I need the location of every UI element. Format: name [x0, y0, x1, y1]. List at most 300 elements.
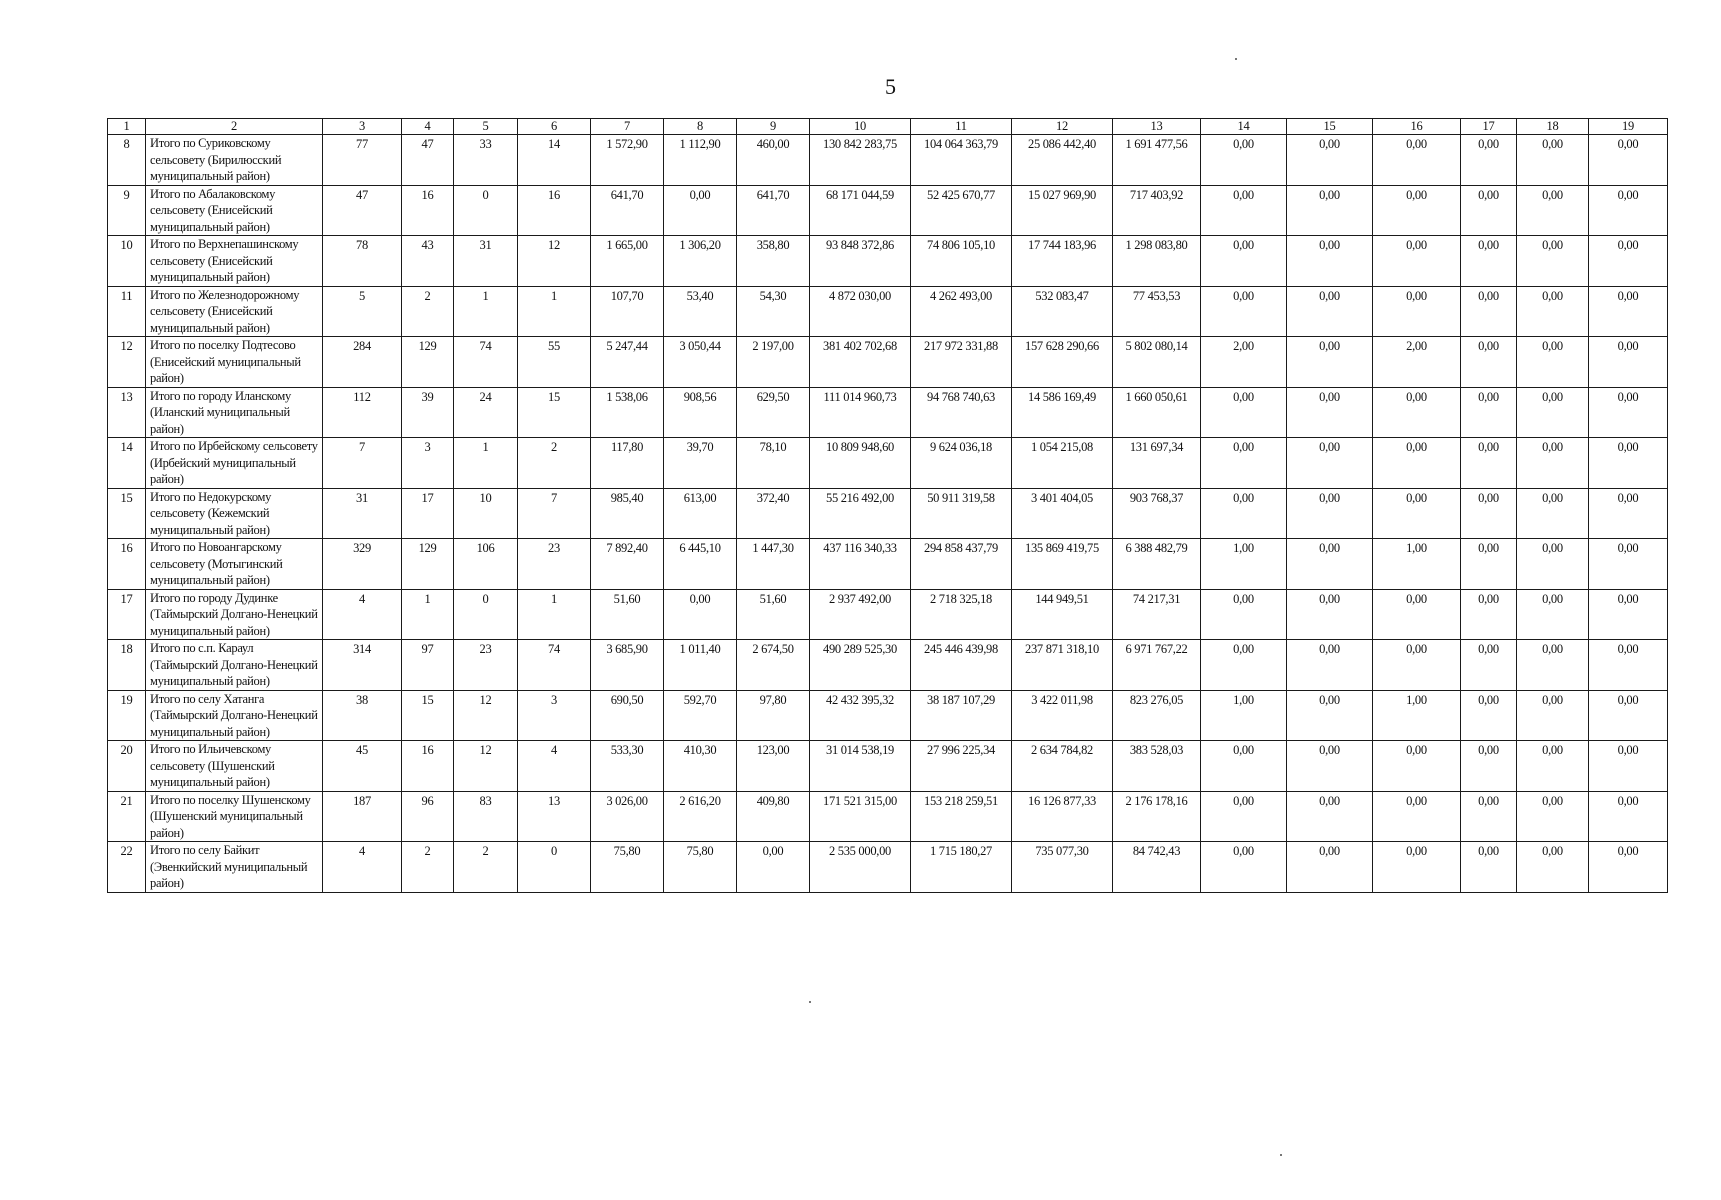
value-cell-col-16: 0,00 — [1373, 387, 1461, 438]
value-cell-col-9: 358,80 — [737, 236, 810, 287]
value-cell-col-9: 51,60 — [737, 589, 810, 640]
value-cell-col-18: 0,00 — [1517, 741, 1589, 792]
value-cell-col-11: 50 911 319,58 — [911, 488, 1012, 539]
value-cell-col-19: 0,00 — [1589, 337, 1668, 388]
value-cell-col-11: 1 715 180,27 — [911, 842, 1012, 893]
value-cell-col-18: 0,00 — [1517, 135, 1589, 186]
settlement-name-cell: Итого по Железнодорожному сельсовету (Енисейский муниципальный район) — [146, 286, 323, 337]
column-header-17: 17 — [1461, 119, 1517, 135]
value-cell-col-6: 23 — [518, 539, 591, 590]
value-cell-col-10: 130 842 283,75 — [810, 135, 911, 186]
value-cell-col-11: 74 806 105,10 — [911, 236, 1012, 287]
value-cell-col-19: 0,00 — [1589, 185, 1668, 236]
settlement-name-cell: Итого по Верхнепашинскому сельсовету (Енисейский муниципальный район) — [146, 236, 323, 287]
value-cell-col-8: 613,00 — [664, 488, 737, 539]
header-row — [108, 119, 1668, 135]
row-number-cell: 13 — [108, 387, 146, 438]
value-cell-col-12: 25 086 442,40 — [1012, 135, 1113, 186]
value-cell-col-16: 1,00 — [1373, 690, 1461, 741]
value-cell-col-13: 1 691 477,56 — [1113, 135, 1201, 186]
column-header-13: 13 — [1113, 119, 1201, 135]
value-cell-col-18: 0,00 — [1517, 387, 1589, 438]
value-cell-col-13: 1 298 083,80 — [1113, 236, 1201, 287]
value-cell-col-14: 0,00 — [1201, 640, 1287, 691]
value-cell-col-14: 0,00 — [1201, 741, 1287, 792]
value-cell-col-8: 908,56 — [664, 387, 737, 438]
value-cell-col-19: 0,00 — [1589, 539, 1668, 590]
value-cell-col-8: 2 616,20 — [664, 791, 737, 842]
value-cell-col-8: 1 306,20 — [664, 236, 737, 287]
value-cell-col-4: 16 — [402, 185, 454, 236]
value-cell-col-18: 0,00 — [1517, 185, 1589, 236]
value-cell-col-6: 1 — [518, 286, 591, 337]
value-cell-col-5: 106 — [454, 539, 518, 590]
value-cell-col-13: 6 971 767,22 — [1113, 640, 1201, 691]
value-cell-col-9: 1 447,30 — [737, 539, 810, 590]
value-cell-col-5: 10 — [454, 488, 518, 539]
value-cell-col-11: 245 446 439,98 — [911, 640, 1012, 691]
value-cell-col-17: 0,00 — [1461, 690, 1517, 741]
value-cell-col-15: 0,00 — [1287, 539, 1373, 590]
value-cell-col-7: 690,50 — [591, 690, 664, 741]
value-cell-col-17: 0,00 — [1461, 286, 1517, 337]
value-cell-col-7: 533,30 — [591, 741, 664, 792]
table-row — [108, 337, 1668, 388]
value-cell-col-17: 0,00 — [1461, 640, 1517, 691]
value-cell-col-9: 641,70 — [737, 185, 810, 236]
value-cell-col-3: 284 — [323, 337, 402, 388]
value-cell-col-8: 75,80 — [664, 842, 737, 893]
value-cell-col-18: 0,00 — [1517, 236, 1589, 287]
value-cell-col-16: 0,00 — [1373, 438, 1461, 489]
value-cell-col-19: 0,00 — [1589, 488, 1668, 539]
value-cell-col-13: 823 276,05 — [1113, 690, 1201, 741]
value-cell-col-18: 0,00 — [1517, 286, 1589, 337]
value-cell-col-16: 0,00 — [1373, 640, 1461, 691]
value-cell-col-17: 0,00 — [1461, 236, 1517, 287]
value-cell-col-7: 117,80 — [591, 438, 664, 489]
value-cell-col-18: 0,00 — [1517, 337, 1589, 388]
value-cell-col-4: 2 — [402, 842, 454, 893]
value-cell-col-14: 1,00 — [1201, 690, 1287, 741]
settlement-name-cell: Итого по Ильичевскому сельсовету (Шушенский муниципальный район) — [146, 741, 323, 792]
table-row — [108, 135, 1668, 186]
value-cell-col-6: 1 — [518, 589, 591, 640]
value-cell-col-7: 3 026,00 — [591, 791, 664, 842]
value-cell-col-15: 0,00 — [1287, 488, 1373, 539]
value-cell-col-3: 112 — [323, 387, 402, 438]
value-cell-col-9: 2 674,50 — [737, 640, 810, 691]
value-cell-col-12: 17 744 183,96 — [1012, 236, 1113, 287]
value-cell-col-9: 0,00 — [737, 842, 810, 893]
value-cell-col-11: 4 262 493,00 — [911, 286, 1012, 337]
settlement-name-cell: Итого по Суриковскому сельсовету (Бирилюсский муниципальный район) — [146, 135, 323, 186]
value-cell-col-13: 717 403,92 — [1113, 185, 1201, 236]
column-header-19: 19 — [1589, 119, 1668, 135]
value-cell-col-15: 0,00 — [1287, 791, 1373, 842]
table-row — [108, 842, 1668, 893]
value-cell-col-17: 0,00 — [1461, 387, 1517, 438]
row-number-cell: 14 — [108, 438, 146, 489]
value-cell-col-8: 53,40 — [664, 286, 737, 337]
row-number-cell: 11 — [108, 286, 146, 337]
row-number-cell: 20 — [108, 741, 146, 792]
value-cell-col-15: 0,00 — [1287, 185, 1373, 236]
column-header-9: 9 — [737, 119, 810, 135]
value-cell-col-13: 131 697,34 — [1113, 438, 1201, 489]
value-cell-col-13: 77 453,53 — [1113, 286, 1201, 337]
table-row — [108, 741, 1668, 792]
value-cell-col-19: 0,00 — [1589, 640, 1668, 691]
value-cell-col-11: 27 996 225,34 — [911, 741, 1012, 792]
value-cell-col-6: 13 — [518, 791, 591, 842]
value-cell-col-16: 0,00 — [1373, 842, 1461, 893]
value-cell-col-12: 2 634 784,82 — [1012, 741, 1113, 792]
value-cell-col-8: 0,00 — [664, 589, 737, 640]
value-cell-col-10: 381 402 702,68 — [810, 337, 911, 388]
value-cell-col-3: 187 — [323, 791, 402, 842]
value-cell-col-18: 0,00 — [1517, 539, 1589, 590]
column-header-7: 7 — [591, 119, 664, 135]
row-number-cell: 22 — [108, 842, 146, 893]
row-number-cell: 18 — [108, 640, 146, 691]
value-cell-col-12: 144 949,51 — [1012, 589, 1113, 640]
value-cell-col-15: 0,00 — [1287, 236, 1373, 287]
value-cell-col-15: 0,00 — [1287, 842, 1373, 893]
value-cell-col-5: 0 — [454, 589, 518, 640]
table-row — [108, 236, 1668, 287]
value-cell-col-10: 2 535 000,00 — [810, 842, 911, 893]
value-cell-col-12: 157 628 290,66 — [1012, 337, 1113, 388]
value-cell-col-7: 5 247,44 — [591, 337, 664, 388]
value-cell-col-8: 1 011,40 — [664, 640, 737, 691]
value-cell-col-13: 74 217,31 — [1113, 589, 1201, 640]
value-cell-col-11: 217 972 331,88 — [911, 337, 1012, 388]
settlement-name-cell: Итого по поселку Шушенскому (Шушенский муниципальный район) — [146, 791, 323, 842]
value-cell-col-10: 55 216 492,00 — [810, 488, 911, 539]
value-cell-col-10: 31 014 538,19 — [810, 741, 911, 792]
value-cell-col-16: 1,00 — [1373, 539, 1461, 590]
value-cell-col-19: 0,00 — [1589, 791, 1668, 842]
value-cell-col-10: 42 432 395,32 — [810, 690, 911, 741]
value-cell-col-7: 641,70 — [591, 185, 664, 236]
value-cell-col-4: 3 — [402, 438, 454, 489]
value-cell-col-3: 314 — [323, 640, 402, 691]
value-cell-col-11: 38 187 107,29 — [911, 690, 1012, 741]
column-header-8: 8 — [664, 119, 737, 135]
value-cell-col-8: 39,70 — [664, 438, 737, 489]
value-cell-col-4: 96 — [402, 791, 454, 842]
value-cell-col-14: 0,00 — [1201, 488, 1287, 539]
column-header-11: 11 — [911, 119, 1012, 135]
value-cell-col-4: 17 — [402, 488, 454, 539]
page-number: 5 — [885, 74, 896, 99]
column-header-5: 5 — [454, 119, 518, 135]
value-cell-col-4: 129 — [402, 539, 454, 590]
value-cell-col-3: 31 — [323, 488, 402, 539]
value-cell-col-4: 39 — [402, 387, 454, 438]
value-cell-col-12: 735 077,30 — [1012, 842, 1113, 893]
table-row — [108, 589, 1668, 640]
value-cell-col-14: 2,00 — [1201, 337, 1287, 388]
value-cell-col-11: 153 218 259,51 — [911, 791, 1012, 842]
row-number-cell: 12 — [108, 337, 146, 388]
value-cell-col-17: 0,00 — [1461, 539, 1517, 590]
value-cell-col-18: 0,00 — [1517, 791, 1589, 842]
value-cell-col-3: 7 — [323, 438, 402, 489]
value-cell-col-9: 372,40 — [737, 488, 810, 539]
value-cell-col-17: 0,00 — [1461, 791, 1517, 842]
value-cell-col-17: 0,00 — [1461, 337, 1517, 388]
value-cell-col-13: 2 176 178,16 — [1113, 791, 1201, 842]
scan-dot — [1280, 1154, 1282, 1156]
value-cell-col-15: 0,00 — [1287, 690, 1373, 741]
value-cell-col-11: 2 718 325,18 — [911, 589, 1012, 640]
value-cell-col-12: 135 869 419,75 — [1012, 539, 1113, 590]
value-cell-col-17: 0,00 — [1461, 185, 1517, 236]
value-cell-col-17: 0,00 — [1461, 842, 1517, 893]
value-cell-col-4: 16 — [402, 741, 454, 792]
value-cell-col-3: 45 — [323, 741, 402, 792]
value-cell-col-7: 107,70 — [591, 286, 664, 337]
table-row — [108, 488, 1668, 539]
value-cell-col-9: 54,30 — [737, 286, 810, 337]
value-cell-col-5: 12 — [454, 690, 518, 741]
settlement-name-cell: Итого по Недокурскому сельсовету (Кежемский муниципальный район) — [146, 488, 323, 539]
value-cell-col-15: 0,00 — [1287, 741, 1373, 792]
value-cell-col-6: 0 — [518, 842, 591, 893]
settlement-name-cell: Итого по с.п. Караул (Таймырский Долгано-Ненецкий муниципальный район) — [146, 640, 323, 691]
value-cell-col-6: 14 — [518, 135, 591, 186]
value-cell-col-12: 3 401 404,05 — [1012, 488, 1113, 539]
value-cell-col-15: 0,00 — [1287, 337, 1373, 388]
value-cell-col-5: 1 — [454, 438, 518, 489]
value-cell-col-10: 171 521 315,00 — [810, 791, 911, 842]
table-body — [108, 135, 1668, 893]
settlement-name-cell: Итого по Ирбейскому сельсовету (Ирбейский муниципальный район) — [146, 438, 323, 489]
table-row — [108, 438, 1668, 489]
value-cell-col-6: 15 — [518, 387, 591, 438]
value-cell-col-4: 129 — [402, 337, 454, 388]
value-cell-col-9: 460,00 — [737, 135, 810, 186]
value-cell-col-14: 1,00 — [1201, 539, 1287, 590]
value-cell-col-7: 7 892,40 — [591, 539, 664, 590]
value-cell-col-10: 68 171 044,59 — [810, 185, 911, 236]
value-cell-col-12: 237 871 318,10 — [1012, 640, 1113, 691]
value-cell-col-8: 0,00 — [664, 185, 737, 236]
value-cell-col-14: 0,00 — [1201, 236, 1287, 287]
scan-dot — [1235, 58, 1237, 60]
settlement-name-cell: Итого по селу Хатанга (Таймырский Долгано-Ненецкий муниципальный район) — [146, 690, 323, 741]
value-cell-col-5: 12 — [454, 741, 518, 792]
value-cell-col-9: 409,80 — [737, 791, 810, 842]
value-cell-col-10: 111 014 960,73 — [810, 387, 911, 438]
value-cell-col-16: 0,00 — [1373, 488, 1461, 539]
value-cell-col-5: 83 — [454, 791, 518, 842]
value-cell-col-19: 0,00 — [1589, 438, 1668, 489]
value-cell-col-19: 0,00 — [1589, 286, 1668, 337]
row-number-cell: 9 — [108, 185, 146, 236]
value-cell-col-6: 7 — [518, 488, 591, 539]
value-cell-col-14: 0,00 — [1201, 842, 1287, 893]
value-cell-col-16: 0,00 — [1373, 589, 1461, 640]
column-header-18: 18 — [1517, 119, 1589, 135]
settlement-name-cell: Итого по селу Байкит (Эвенкийский муниципальный район) — [146, 842, 323, 893]
value-cell-col-14: 0,00 — [1201, 387, 1287, 438]
value-cell-col-6: 16 — [518, 185, 591, 236]
value-cell-col-18: 0,00 — [1517, 589, 1589, 640]
settlement-name-cell: Итого по городу Иланскому (Иланский муниципальный район) — [146, 387, 323, 438]
table-row — [108, 286, 1668, 337]
value-cell-col-7: 985,40 — [591, 488, 664, 539]
data-table — [107, 118, 1668, 893]
row-number-cell: 10 — [108, 236, 146, 287]
value-cell-col-19: 0,00 — [1589, 387, 1668, 438]
value-cell-col-3: 38 — [323, 690, 402, 741]
value-cell-col-12: 532 083,47 — [1012, 286, 1113, 337]
value-cell-col-18: 0,00 — [1517, 640, 1589, 691]
value-cell-col-8: 3 050,44 — [664, 337, 737, 388]
value-cell-col-9: 78,10 — [737, 438, 810, 489]
value-cell-col-10: 4 872 030,00 — [810, 286, 911, 337]
value-cell-col-9: 123,00 — [737, 741, 810, 792]
table-row — [108, 185, 1668, 236]
value-cell-col-13: 383 528,03 — [1113, 741, 1201, 792]
value-cell-col-15: 0,00 — [1287, 135, 1373, 186]
value-cell-col-11: 94 768 740,63 — [911, 387, 1012, 438]
settlement-name-cell: Итого по городу Дудинке (Таймырский Долгано-Ненецкий муниципальный район) — [146, 589, 323, 640]
value-cell-col-7: 75,80 — [591, 842, 664, 893]
value-cell-col-14: 0,00 — [1201, 135, 1287, 186]
value-cell-col-17: 0,00 — [1461, 438, 1517, 489]
value-cell-col-19: 0,00 — [1589, 589, 1668, 640]
value-cell-col-19: 0,00 — [1589, 842, 1668, 893]
value-cell-col-18: 0,00 — [1517, 438, 1589, 489]
value-cell-col-14: 0,00 — [1201, 185, 1287, 236]
value-cell-col-4: 2 — [402, 286, 454, 337]
value-cell-col-11: 52 425 670,77 — [911, 185, 1012, 236]
value-cell-col-6: 74 — [518, 640, 591, 691]
value-cell-col-17: 0,00 — [1461, 589, 1517, 640]
row-number-cell: 15 — [108, 488, 146, 539]
value-cell-col-15: 0,00 — [1287, 438, 1373, 489]
value-cell-col-8: 6 445,10 — [664, 539, 737, 590]
value-cell-col-14: 0,00 — [1201, 286, 1287, 337]
column-header-10: 10 — [810, 119, 911, 135]
value-cell-col-14: 0,00 — [1201, 438, 1287, 489]
value-cell-col-5: 31 — [454, 236, 518, 287]
value-cell-col-8: 410,30 — [664, 741, 737, 792]
value-cell-col-14: 0,00 — [1201, 791, 1287, 842]
value-cell-col-19: 0,00 — [1589, 741, 1668, 792]
value-cell-col-5: 1 — [454, 286, 518, 337]
value-cell-col-18: 0,00 — [1517, 488, 1589, 539]
value-cell-col-10: 490 289 525,30 — [810, 640, 911, 691]
row-number-cell: 8 — [108, 135, 146, 186]
value-cell-col-3: 78 — [323, 236, 402, 287]
table-row — [108, 690, 1668, 741]
value-cell-col-3: 5 — [323, 286, 402, 337]
value-cell-col-13: 1 660 050,61 — [1113, 387, 1201, 438]
table-header — [108, 119, 1668, 135]
value-cell-col-17: 0,00 — [1461, 135, 1517, 186]
table-row — [108, 640, 1668, 691]
value-cell-col-17: 0,00 — [1461, 741, 1517, 792]
value-cell-col-6: 12 — [518, 236, 591, 287]
value-cell-col-13: 5 802 080,14 — [1113, 337, 1201, 388]
table-row — [108, 387, 1668, 438]
row-number-cell: 21 — [108, 791, 146, 842]
value-cell-col-12: 15 027 969,90 — [1012, 185, 1113, 236]
value-cell-col-9: 629,50 — [737, 387, 810, 438]
value-cell-col-16: 0,00 — [1373, 286, 1461, 337]
settlement-name-cell: Итого по поселку Подтесово (Енисейский муниципальный район) — [146, 337, 323, 388]
column-header-14: 14 — [1201, 119, 1287, 135]
value-cell-col-4: 1 — [402, 589, 454, 640]
column-header-15: 15 — [1287, 119, 1373, 135]
value-cell-col-12: 1 054 215,08 — [1012, 438, 1113, 489]
value-cell-col-15: 0,00 — [1287, 640, 1373, 691]
value-cell-col-12: 3 422 011,98 — [1012, 690, 1113, 741]
value-cell-col-6: 3 — [518, 690, 591, 741]
value-cell-col-9: 2 197,00 — [737, 337, 810, 388]
value-cell-col-4: 97 — [402, 640, 454, 691]
value-cell-col-13: 903 768,37 — [1113, 488, 1201, 539]
value-cell-col-18: 0,00 — [1517, 842, 1589, 893]
column-header-2: 2 — [146, 119, 323, 135]
value-cell-col-12: 14 586 169,49 — [1012, 387, 1113, 438]
value-cell-col-6: 2 — [518, 438, 591, 489]
value-cell-col-16: 0,00 — [1373, 236, 1461, 287]
value-cell-col-5: 24 — [454, 387, 518, 438]
column-header-6: 6 — [518, 119, 591, 135]
value-cell-col-10: 2 937 492,00 — [810, 589, 911, 640]
value-cell-col-10: 10 809 948,60 — [810, 438, 911, 489]
value-cell-col-7: 1 572,90 — [591, 135, 664, 186]
value-cell-col-9: 97,80 — [737, 690, 810, 741]
value-cell-col-3: 47 — [323, 185, 402, 236]
value-cell-col-15: 0,00 — [1287, 286, 1373, 337]
table-row — [108, 539, 1668, 590]
value-cell-col-19: 0,00 — [1589, 135, 1668, 186]
value-cell-col-19: 0,00 — [1589, 690, 1668, 741]
value-cell-col-3: 4 — [323, 589, 402, 640]
settlement-name-cell: Итого по Новоангарскому сельсовету (Мотыгинский муниципальный район) — [146, 539, 323, 590]
value-cell-col-16: 0,00 — [1373, 135, 1461, 186]
value-cell-col-7: 1 538,06 — [591, 387, 664, 438]
value-cell-col-6: 4 — [518, 741, 591, 792]
column-header-1: 1 — [108, 119, 146, 135]
row-number-cell: 19 — [108, 690, 146, 741]
value-cell-col-8: 592,70 — [664, 690, 737, 741]
value-cell-col-11: 294 858 437,79 — [911, 539, 1012, 590]
value-cell-col-16: 0,00 — [1373, 741, 1461, 792]
value-cell-col-11: 104 064 363,79 — [911, 135, 1012, 186]
value-cell-col-14: 0,00 — [1201, 589, 1287, 640]
column-header-12: 12 — [1012, 119, 1113, 135]
value-cell-col-16: 0,00 — [1373, 791, 1461, 842]
value-cell-col-5: 0 — [454, 185, 518, 236]
table-row — [108, 791, 1668, 842]
column-header-16: 16 — [1373, 119, 1461, 135]
value-cell-col-10: 93 848 372,86 — [810, 236, 911, 287]
value-cell-col-12: 16 126 877,33 — [1012, 791, 1113, 842]
value-cell-col-15: 0,00 — [1287, 387, 1373, 438]
column-header-3: 3 — [323, 119, 402, 135]
value-cell-col-16: 2,00 — [1373, 337, 1461, 388]
value-cell-col-19: 0,00 — [1589, 236, 1668, 287]
value-cell-col-3: 329 — [323, 539, 402, 590]
